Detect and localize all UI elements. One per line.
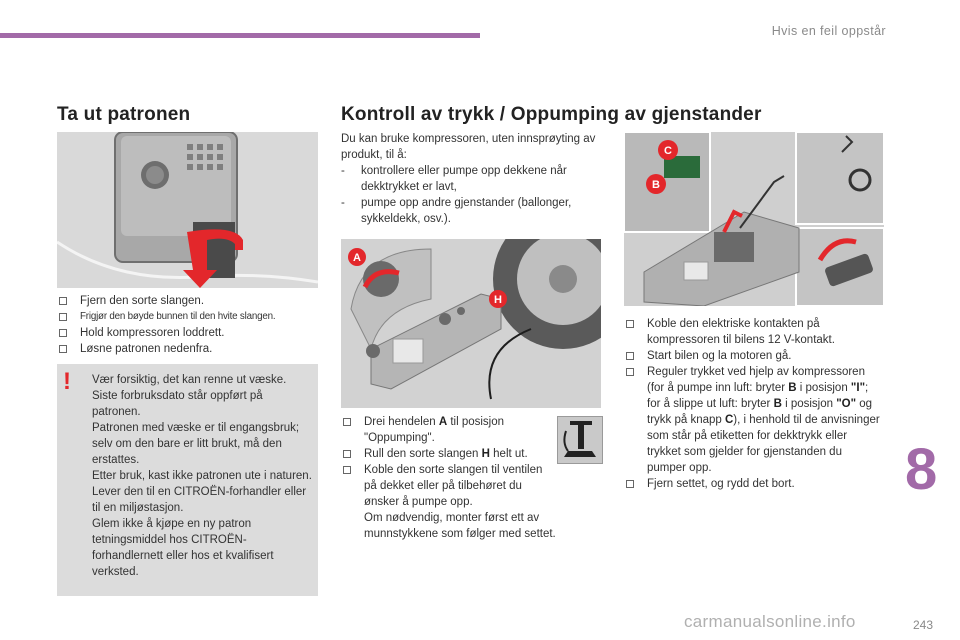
compressor-switch-photo — [624, 132, 884, 306]
callout-c: C — [664, 145, 672, 157]
step-item: Koble den elektriske kontakten på kompressoren til bilens 12 V-kontakt. — [624, 316, 884, 348]
intro-text: Du kan bruke kompressoren, uten innsprøyting av produkt, til å: - kontrollere eller pumpe opp dekkene når dekktrykket er lavt, - pumpe opp andre gjenstander (ballonger, sykkeldekk, osv.). — [341, 131, 611, 227]
checkbox-icon — [343, 450, 351, 458]
inflate-steps — [341, 414, 556, 542]
cartridge-steps — [57, 293, 319, 357]
step-item: Drei hendelen A til posisjon "Oppumping". — [341, 414, 556, 446]
chapter-number: 8 — [905, 437, 938, 502]
pressure-steps — [624, 316, 884, 492]
step-item: Koble den sorte slangen til ventilen på dekket eller på tilbehøret du ønsker å pumpe opp. Om nødvendig, monter først ett av munnstykkene som følger med settet. — [341, 462, 556, 542]
step-item: Start bilen og la motoren gå. — [624, 348, 884, 364]
checkbox-icon — [59, 313, 67, 321]
page-number: 243 — [913, 618, 934, 632]
cartridge-photo — [57, 132, 318, 288]
checkbox-icon — [626, 480, 634, 488]
checkbox-icon — [343, 466, 351, 474]
use-item: - kontrollere eller pumpe opp dekkene når dekktrykket er lavt, — [341, 165, 567, 193]
checkbox-icon — [626, 368, 634, 376]
callout-b: B — [652, 179, 660, 191]
section-title: Hvis en feil oppstår — [771, 24, 886, 38]
step-item: Hold kompressoren loddrett. — [57, 325, 319, 341]
checkbox-icon — [59, 297, 67, 305]
left-heading: Ta ut patronen — [57, 104, 191, 125]
step-item: Løsne patronen nedenfra. — [57, 341, 319, 357]
checkbox-icon — [59, 345, 67, 353]
header-accent-bar — [0, 33, 480, 38]
warning-box — [57, 364, 318, 596]
step-item: Fjern den sorte slangen. — [57, 293, 319, 309]
checkbox-icon — [59, 329, 67, 337]
step-item: Rull den sorte slangen H helt ut. — [341, 446, 556, 462]
step-item: Reguler trykket ved hjelp av kompressoren (for å pumpe inn luft: bryter B i posisjon "I"; for å slippe ut luft: bryter B i posisjon "O" og trykk på knapp C), i henhold til de anvisninger som står på etiketten for dekktrykk eller trykket som gjelder for gjenstanden du pumper opp. — [624, 364, 884, 476]
tyre-pump-icon — [557, 416, 603, 464]
checkbox-icon — [626, 352, 634, 360]
step-item: Frigjør den bøyde bunnen til den hvite slangen. — [57, 309, 319, 325]
callout-h: H — [494, 294, 502, 306]
warning-text: Vær forsiktig, det kan renne ut væske. Siste forbruksdato står oppført på patronen. Patronen med væske er til engangsbruk; selv om den bare er litt brukt, må den erstattes. Etter bruk, kast ikke patronen ute i naturen. Lever den til en CITROËN-forhandler eller til en miljøstasjon. Glem ikke å kjøpe en ny patron tetningsmiddel hos CITROËN-forhandlernett eller hos et kvalifisert verksted. — [92, 374, 312, 578]
use-item: - pumpe opp andre gjenstander (ballonger, sykkeldekk, osv.). — [341, 197, 572, 225]
right-heading: Kontroll av trykk / Oppumping av gjenstander — [341, 104, 762, 125]
watermark: carmanualsonline.info — [684, 612, 856, 631]
compressor-tyre-photo — [341, 239, 601, 408]
checkbox-icon — [343, 418, 351, 426]
checkbox-icon — [626, 320, 634, 328]
warning-icon: ! — [63, 368, 71, 395]
callout-a: A — [353, 252, 361, 264]
step-item: Fjern settet, og rydd det bort. — [624, 476, 884, 492]
